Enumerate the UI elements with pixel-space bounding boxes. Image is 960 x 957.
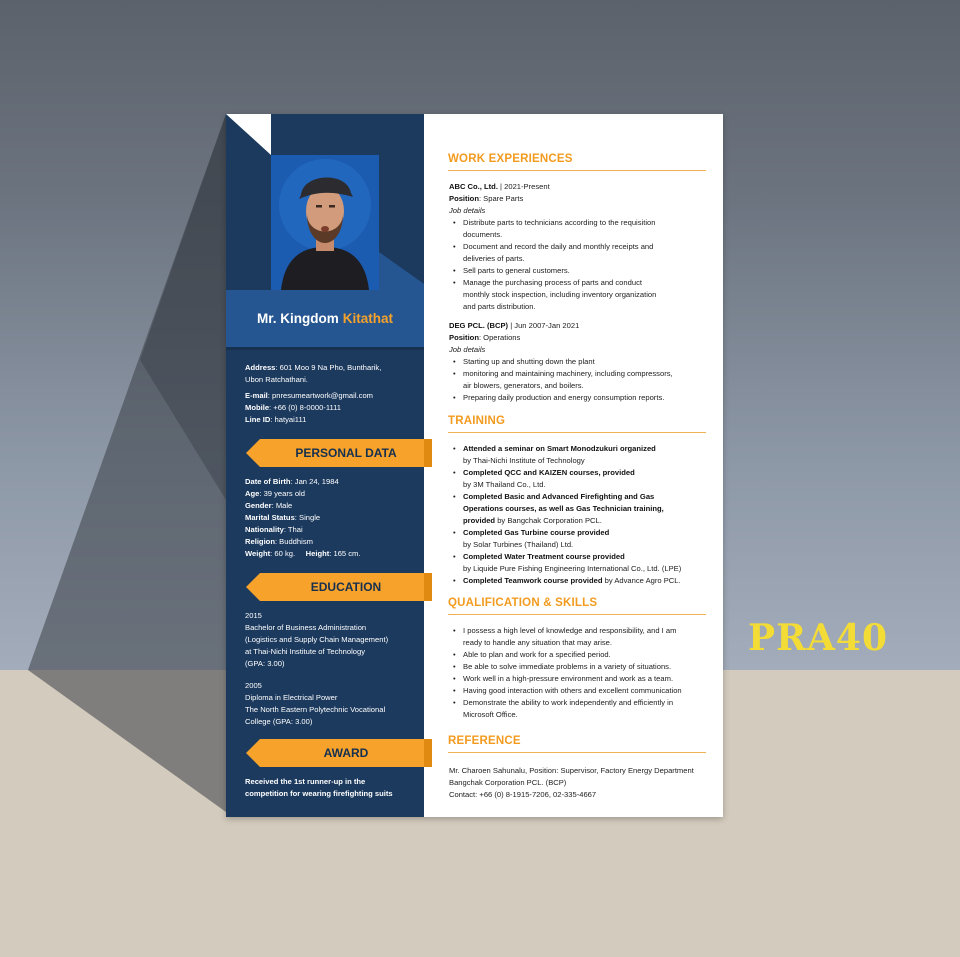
- left-column: [226, 114, 424, 817]
- height-value: : 165 cm.: [329, 549, 361, 558]
- award-banner: [246, 739, 432, 767]
- list-item: • Starting up and shutting down the plant: [449, 356, 719, 368]
- reference-line2: Bangchak Corporation PCL. (BCP): [449, 778, 567, 787]
- reference-line1: Mr. Charoen Sahunalu, Position: Supervisor, Factory Energy Department: [449, 766, 694, 775]
- education-line: (Logistics and Supply Chain Management): [245, 635, 389, 644]
- education-line: Diploma in Electrical Power: [245, 693, 338, 702]
- address-line2: Ubon Ratchathani.: [245, 375, 308, 384]
- reference-text: [449, 765, 724, 801]
- reference-title: REFERENCE: [448, 735, 706, 753]
- name-first: Mr. Kingdom: [257, 311, 339, 326]
- job-details-label: Job details: [449, 206, 486, 215]
- work-experiences-title: WORK EXPERIENCES: [448, 153, 706, 171]
- education-line: Bachelor of Business Administration: [245, 623, 367, 632]
- list-item: • Sell parts to general customers.: [449, 265, 719, 277]
- list-item: • Manage the purchasing process of parts and conduct monthly stock inspection, including inventory organization and parts distribution.: [449, 277, 719, 313]
- name-banner: [226, 290, 424, 350]
- list-item: • Completed QCC and KAIZEN courses, provided by 3M Thailand Co., Ltd.: [449, 467, 719, 491]
- email-label: E-mail: [245, 391, 268, 400]
- job-bullets: [449, 356, 719, 404]
- reference-line3: Contact: +66 (0) 8-1915-7206, 02-335-4667: [449, 790, 597, 799]
- job-position: : Operations: [478, 333, 521, 342]
- job-company: ABC Co., Ltd.: [449, 182, 498, 191]
- address-line1: : 601 Moo 9 Na Pho, Buntharik,: [275, 363, 382, 372]
- marital-value: : Single: [294, 513, 321, 522]
- personal-data-list: [245, 476, 361, 560]
- job-position: : Spare Parts: [478, 194, 524, 203]
- name-last: Kitathat: [342, 311, 393, 326]
- training-list: [449, 443, 719, 587]
- job-period: | Jun 2007-Jan 2021: [508, 321, 580, 330]
- job-details-label: Job details: [449, 345, 486, 354]
- education-title: EDUCATION: [310, 580, 382, 594]
- list-item: • Document and record the daily and monthly receipts and deliveries of parts.: [449, 241, 719, 265]
- dob-value: : Jan 24, 1984: [290, 477, 339, 486]
- award-text: [245, 776, 420, 800]
- marital-label: Marital Status: [245, 513, 295, 522]
- mobile-label: Mobile: [245, 403, 270, 412]
- height-label: Height: [305, 549, 330, 558]
- award-title: AWARD: [323, 746, 369, 760]
- list-item: • Be able to solve immediate problems in a variety of situations.: [449, 661, 719, 673]
- address-label: Address: [245, 363, 276, 372]
- religion-value: : Buddhism: [274, 537, 313, 546]
- personal-data-banner: [246, 439, 432, 467]
- education-line: College (GPA: 3.00): [245, 717, 313, 726]
- award-line2: competition for wearing firefighting suits: [245, 789, 393, 798]
- education-list: [245, 610, 388, 728]
- contact-details: [245, 390, 373, 426]
- gender-label: Gender: [245, 501, 272, 510]
- mobile-value: : +66 (0) 8-0000-1111: [269, 403, 342, 412]
- education-line: at Thai-Nichi Institute of Technology: [245, 647, 366, 656]
- list-item: • Completed Basic and Advanced Firefighting and Gas Operations courses, as well as Gas Technician training, provided by Bangchak Corporation PCL.: [449, 491, 719, 527]
- line-id-label: Line ID: [245, 415, 271, 424]
- resume-sheet: [226, 114, 723, 817]
- list-item: • Completed Water Treatment course provided by Liquide Pure Fishing Engineering International Co., Ltd. (LPE): [449, 551, 719, 575]
- award-line1: Received the 1st runner-up in the: [245, 777, 366, 786]
- job-position-label: Position: [449, 333, 479, 342]
- email-value: : pnresumeartwork@gmail.com: [267, 391, 373, 400]
- nationality-value: : Thai: [283, 525, 303, 534]
- personal-data-title: PERSONAL DATA: [295, 446, 397, 460]
- weight-value: : 60 kg.: [270, 549, 296, 558]
- education-year: 2005: [245, 681, 262, 690]
- dob-label: Date of Birth: [245, 477, 291, 486]
- list-item: • Having good interaction with others and excellent communication: [449, 685, 719, 697]
- education-line: (GPA: 3.00): [245, 659, 285, 668]
- qualification-list: [449, 625, 719, 721]
- weight-label: Weight: [245, 549, 271, 558]
- list-item: • Completed Teamwork course provided by Advance Agro PCL.: [449, 575, 719, 587]
- education-year: 2015: [245, 611, 262, 620]
- list-item: • Able to plan and work for a specified period.: [449, 649, 719, 661]
- job-company: DEG PCL. (BCP): [449, 321, 509, 330]
- education-banner: [246, 573, 432, 601]
- list-item: • I possess a high level of knowledge and responsibility, and I am ready to handle any situation that may arise.: [449, 625, 719, 649]
- job-entry: [449, 320, 719, 404]
- qualification-title: QUALIFICATION & SKILLS: [448, 597, 706, 615]
- list-item: • Distribute parts to technicians according to the requisition documents.: [449, 217, 719, 241]
- education-line: The North Eastern Polytechnic Vocational: [245, 705, 386, 714]
- contact-address: [245, 362, 381, 386]
- list-item: • Attended a seminar on Smart Monodzukuri organized by Thai-Nichi Institute of Technology: [449, 443, 719, 467]
- job-entry: [449, 181, 719, 313]
- job-bullets: [449, 217, 719, 313]
- job-position-label: Position: [449, 194, 479, 203]
- profile-photo: [271, 155, 379, 290]
- right-column: [424, 114, 723, 817]
- job-period: | 2021-Present: [497, 182, 550, 191]
- age-value: : 39 years old: [259, 489, 305, 498]
- list-item: • Preparing daily production and energy consumption reports.: [449, 392, 719, 404]
- list-item: • monitoring and maintaining machinery, including compressors, air blowers, generators, and boilers.: [449, 368, 719, 392]
- line-id-value: : hatyai111: [270, 415, 307, 424]
- nationality-label: Nationality: [245, 525, 284, 534]
- list-item: • Demonstrate the ability to work independently and efficiently in Microsoft Office.: [449, 697, 719, 721]
- list-item: • Completed Gas Turbine course provided by Solar Turbines (Thailand) Ltd.: [449, 527, 719, 551]
- list-item: • Work well in a high-pressure environment and work as a team.: [449, 673, 719, 685]
- training-title: TRAINING: [448, 415, 706, 433]
- watermark-text: PRA40: [748, 617, 889, 659]
- age-label: Age: [245, 489, 260, 498]
- gender-value: : Male: [271, 501, 293, 510]
- religion-label: Religion: [245, 537, 275, 546]
